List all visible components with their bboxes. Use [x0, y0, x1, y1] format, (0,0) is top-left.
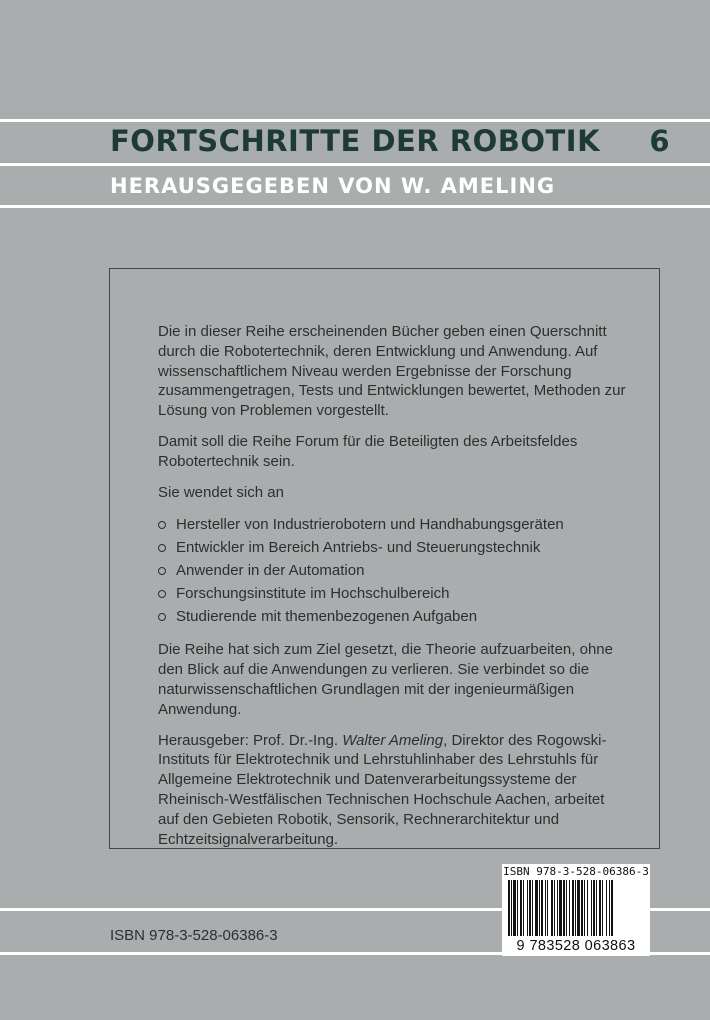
list-item: Anwender in der Automation — [158, 559, 628, 582]
editor-name: Walter Ameling — [342, 731, 444, 749]
series-title-row — [110, 124, 670, 158]
audience-intro: Sie wendet sich an — [158, 483, 284, 501]
list-item: Hersteller von Industrierobotern und Handhabungsgeräten — [158, 513, 628, 536]
volume-number: 6 — [649, 124, 670, 158]
barcode-bars — [508, 880, 644, 936]
list-item: Studierende mit themenbezogenen Aufgaben — [158, 605, 628, 628]
bullet-icon — [158, 521, 166, 529]
barcode-isbn-label: ISBN 978-3-528-06386-3 — [503, 865, 649, 878]
bullet-icon — [158, 590, 166, 598]
audience-list — [158, 513, 628, 628]
header-bottom-rule — [0, 205, 710, 208]
description-text — [158, 322, 628, 860]
list-item: Forschungsinstitute im Hochschulbereich — [158, 582, 628, 605]
barcode-digits: 9 783528 063863 — [516, 938, 636, 954]
top-rule — [0, 119, 710, 122]
isbn-text: ISBN 978-3-528-06386-3 — [110, 927, 278, 944]
bullet-icon — [158, 613, 166, 621]
middle-rule — [0, 163, 710, 166]
editor-heading: HERAUSGEGEBEN VON W. AMELING — [110, 174, 556, 198]
goal-paragraph: Die Reihe hat sich zum Ziel gesetzt, die Theorie aufzuarbeiten, ohne den Blick auf die Anwendungen zu verlieren. Sie verbindet so die naturwissenschaftlichen Grundlagen mit der ingenieurmäßigen Anwendung. — [158, 641, 613, 718]
list-item: Entwickler im Bereich Antriebs- und Steuerungstechnik — [158, 536, 628, 559]
intro-paragraph: Die in dieser Reihe erscheinenden Bücher geben einen Querschnitt durch die Robotertechnik, deren Entwicklung und Anwendung. Auf wissenschaftlichem Niveau werden Ergebnisse der Forschung zusammengetragen, Tests und Entwicklungen bewertet, Methoden zur Lösung von Problemen vorgestellt. — [158, 323, 626, 420]
forum-paragraph: Damit soll die Reihe Forum für die Beteiligten des Arbeitsfeldes Robotertechnik sein. — [158, 432, 578, 470]
barcode — [502, 864, 650, 956]
bullet-icon — [158, 567, 166, 575]
editor-paragraph: Herausgeber: Prof. Dr.-Ing. Walter Ameling, Direktor des Rogowski-Instituts für Elektrotechnik und Lehrstuhlinhaber des Lehrstuhls für Allgemeine Elektrotechnik und Datenverarbeitungssysteme der Rheinisch-Westfälischen Technischen Hochschule Aachen, arbeitet auf den Gebieten Robotik, Sensorik, Rechnerarchitektur und Echtzeitsignalverarbeitung. — [158, 731, 607, 848]
bullet-icon — [158, 544, 166, 552]
series-title: FORTSCHRITTE DER ROBOTIK — [110, 124, 601, 158]
